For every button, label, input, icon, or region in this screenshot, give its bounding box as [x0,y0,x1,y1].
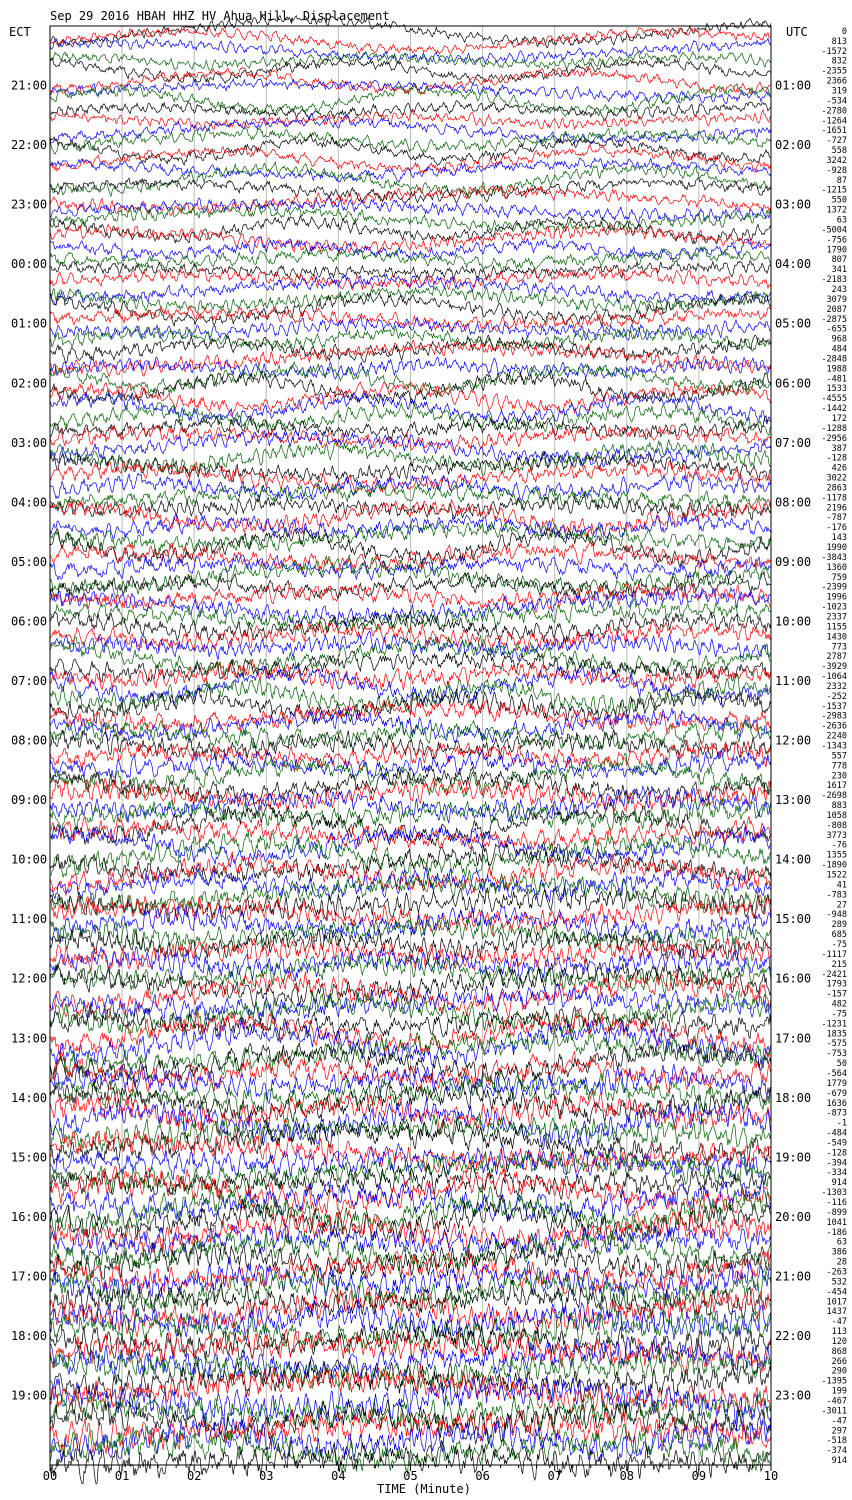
trace-offset-value: -128 [826,1148,847,1159]
trace-offset-value: -2848 [821,354,847,365]
trace-offset-value: 87 [836,175,847,186]
trace-offset-value: -2780 [821,106,847,117]
trace-offset-value: 0 [841,27,847,37]
x-tick-label: 10 [763,1469,779,1483]
trace-offset-value: 63 [836,1237,847,1248]
trace-offset-value: -549 [826,1138,847,1149]
trace-offset-value: 387 [831,443,847,454]
trace-offset-value: 289 [831,920,847,931]
trace-offset-value: 807 [831,255,847,266]
trace-offset-value: -1442 [821,404,847,415]
ect-hour-label: 04:00 [11,495,48,510]
ect-hour-label: 22:00 [11,138,48,153]
trace-offset-value: -808 [826,820,847,831]
trace-offset-value: -5004 [821,225,847,236]
trace-offset-value: -252 [826,691,847,702]
trace-offset-value: 113 [831,1327,847,1337]
trace-offset-value: -128 [826,453,847,464]
trace-offset-value: 290 [831,1366,847,1377]
trace-offset-value: 1017 [826,1297,847,1308]
utc-hour-label: 02:00 [775,138,812,153]
utc-hour-label: 04:00 [775,257,812,272]
trace-offset-value: 3242 [826,156,847,166]
ect-hour-label: 08:00 [11,733,48,748]
trace-offset-value: 484 [831,344,847,355]
trace-offset-value: -2983 [821,711,847,722]
trace-offset-value: 143 [831,533,847,544]
trace-offset-value: -1023 [821,602,847,613]
ect-hour-label: 10:00 [11,852,48,867]
trace-offset-value: -575 [826,1039,847,1050]
trace-offset-value: 1372 [826,205,847,216]
trace-offset-value: 1355 [826,850,847,861]
ect-hour-label: 21:00 [11,78,48,93]
utc-hour-label: 10:00 [775,614,812,629]
ect-hour-label: 06:00 [11,614,48,629]
trace-offset-labels [821,27,847,1466]
trace-offset-value: 685 [831,930,847,941]
x-tick-label: 05 [403,1469,418,1483]
trace-offset-value: 813 [831,36,847,47]
utc-hour-label: 14:00 [775,852,812,867]
trace-offset-value: 41 [836,880,847,891]
trace-offset-value: 3773 [826,830,847,841]
trace-offset-value: -564 [826,1069,847,1079]
trace-offset-value: 558 [831,146,847,157]
trace-offset-value: -679 [826,1088,847,1099]
trace-offset-value: 1155 [826,622,847,633]
trace-offset-value: -186 [826,1227,847,1238]
trace-offset-value: 266 [831,1356,847,1367]
x-tick-label: 01 [114,1469,130,1483]
trace-offset-value: 759 [831,572,847,583]
trace-offset-value: 28 [836,1257,847,1268]
trace-offset-value: 2366 [826,76,847,87]
utc-hour-label: 22:00 [775,1329,812,1343]
x-tick-label: 02 [186,1469,202,1483]
trace-offset-value: -534 [826,96,847,107]
ect-hour-label: 17:00 [11,1269,48,1284]
trace-offset-value: -484 [826,1128,847,1139]
x-tick-label: 03 [259,1469,274,1483]
trace-offset-value: 2240 [826,731,847,742]
ect-hour-label: 03:00 [11,435,48,450]
trace-offset-value: -727 [826,136,847,147]
trace-offset-value: 2332 [826,682,847,692]
right-hour-labels [775,79,811,1403]
trace-offset-value: 557 [831,751,847,762]
ect-hour-label: 11:00 [11,912,48,927]
trace-offset-value: 914 [831,1178,847,1189]
trace-offset-value: -75 [831,940,847,950]
utc-hour-label: 11:00 [775,674,812,688]
trace-offset-value: 215 [831,959,847,970]
trace-offset-value: 1779 [826,1078,847,1089]
trace-offset-value: -374 [826,1446,847,1457]
ect-hour-label: 02:00 [11,376,48,391]
trace-offset-value: 832 [831,56,847,67]
trace-offset-value: 120 [831,1336,847,1347]
x-tick-label: 06 [475,1469,490,1483]
trace-offset-value: -394 [826,1158,847,1169]
trace-offset-value: 426 [831,463,847,474]
trace-offset-value: 1360 [826,562,847,573]
trace-offset-value: -1 [836,1118,847,1129]
trace-offset-value: -1215 [821,185,847,196]
trace-offset-value: -1651 [821,126,847,137]
ect-hour-label: 09:00 [11,793,48,808]
trace-offset-value: -2698 [821,791,847,802]
x-tick-label: 04 [331,1469,346,1483]
left-axis-label: ECT [9,25,31,39]
trace-offset-value: -1117 [821,949,847,960]
trace-offset-value: -76 [831,840,847,851]
trace-offset-value: -3929 [821,662,847,673]
trace-offset-value: 914 [831,1456,847,1466]
trace-offset-value: -47 [831,1317,847,1328]
trace-offset-value: -787 [826,513,847,524]
right-axis-label: UTC [786,25,808,39]
utc-hour-label: 01:00 [775,78,812,93]
trace-offset-value: -783 [826,890,847,901]
trace-offset-value: -928 [826,165,847,176]
trace-offset-value: -2636 [821,721,847,732]
trace-offset-value: 1988 [826,364,847,375]
trace-offset-value: -454 [826,1287,847,1298]
trace-offset-value: -2956 [821,433,847,444]
trace-offset-value: -753 [826,1049,847,1060]
trace-offset-value: 1996 [826,592,847,603]
trace-offset-value: 1437 [826,1307,847,1318]
trace-offset-value: -467 [826,1396,847,1407]
trace-offset-value: -1890 [821,860,847,871]
utc-hour-label: 09:00 [775,554,812,569]
utc-hour-label: 13:00 [775,793,812,808]
trace-offset-value: 2863 [826,483,847,494]
trace-offset-value: -2875 [821,314,847,325]
utc-hour-label: 06:00 [775,376,812,391]
trace-offset-value: 3079 [826,294,847,305]
trace-offset-value: -3843 [821,552,847,563]
trace-offset-value: 386 [831,1247,847,1258]
trace-offset-value: -1343 [821,741,847,752]
utc-hour-label: 08:00 [775,495,812,510]
x-tick-label: 09 [691,1469,707,1483]
trace-offset-value: 1790 [826,245,847,256]
trace-offset-value: 1430 [826,632,847,643]
trace-offset-value: -2183 [821,275,847,286]
ect-hour-label: 13:00 [11,1031,48,1046]
trace-offset-value: 868 [831,1346,847,1357]
trace-offset-value: -1303 [821,1188,847,1199]
trace-offset-value: -655 [826,324,847,335]
trace-offset-value: -873 [826,1108,847,1119]
trace-offset-value: -4555 [821,394,847,405]
trace-offset-value: 1617 [826,781,847,792]
x-axis-label: TIME (Minute) [377,1482,471,1496]
utc-hour-label: 12:00 [775,733,812,748]
trace-offset-value: 482 [831,999,847,1010]
trace-offset-value: -1395 [821,1376,847,1387]
utc-hour-label: 07:00 [775,435,812,450]
trace-offset-value: 341 [831,265,847,276]
trace-offset-value: -948 [826,910,847,921]
trace-offset-value: -157 [826,989,847,1000]
trace-offset-value: 297 [831,1426,847,1437]
trace-offset-value: -1572 [821,46,847,57]
utc-hour-label: 23:00 [775,1388,812,1403]
trace-offset-value: -1064 [821,672,847,682]
utc-hour-label: 16:00 [775,971,812,986]
utc-hour-label: 17:00 [775,1031,812,1046]
trace-offset-value: -2355 [821,66,847,77]
trace-offset-value: 1793 [826,979,847,990]
trace-offset-value: -263 [826,1267,847,1278]
utc-hour-label: 05:00 [775,316,812,331]
trace-offset-value: 172 [831,414,847,424]
trace-offset-value: -756 [826,235,847,246]
trace-offset-value: 2087 [826,304,847,315]
trace-offset-value: 319 [831,86,847,97]
trace-offset-value: -2399 [821,582,847,593]
ect-hour-label: 14:00 [11,1090,48,1105]
ect-hour-label: 16:00 [11,1209,48,1224]
trace-offset-value: -1537 [821,701,847,712]
trace-offset-value: 1041 [826,1217,847,1228]
trace-offset-value: 2787 [826,652,847,663]
trace-offset-value: -47 [831,1416,847,1427]
ect-hour-label: 15:00 [11,1150,48,1165]
trace-offset-value: 1533 [826,384,847,395]
trace-offset-value: 3022 [826,473,847,484]
trace-offset-value: -1264 [821,116,847,127]
trace-offset-value: 2337 [826,612,847,623]
utc-hour-label: 18:00 [775,1090,812,1105]
trace-offset-value: 199 [831,1386,847,1397]
trace-offset-value: -899 [826,1207,847,1218]
x-tick-label: 00 [42,1469,58,1483]
utc-hour-label: 03:00 [775,197,812,212]
trace-offset-value: -3011 [821,1406,847,1417]
utc-hour-label: 20:00 [775,1209,812,1224]
trace-offset-value: -116 [826,1198,847,1208]
utc-hour-label: 19:00 [775,1150,812,1165]
trace-offset-value: -1231 [821,1019,847,1030]
utc-hour-label: 21:00 [775,1269,812,1284]
trace-offset-value: 1835 [826,1029,847,1040]
trace-offset-value: 1058 [826,811,847,821]
trace-offset-value: 1522 [826,870,847,881]
ect-hour-label: 01:00 [11,316,48,331]
trace-offset-value: 27 [836,900,847,911]
left-hour-labels [11,79,47,1403]
trace-offset-value: 883 [831,801,847,811]
ect-hour-label: 00:00 [11,257,48,272]
trace-offset-value: 550 [831,195,847,206]
trace-offset-value: 773 [831,642,847,653]
trace-offset-value: -518 [826,1436,847,1447]
trace-offset-value: 778 [831,761,847,772]
x-axis [43,1465,778,1483]
trace-offset-value: 243 [831,285,847,295]
trace-offset-value: 50 [836,1059,847,1070]
ect-hour-label: 18:00 [11,1329,48,1343]
trace-offset-value: -1288 [821,423,847,434]
ect-hour-label: 23:00 [11,197,48,212]
ect-hour-label: 05:00 [11,554,48,569]
trace-offset-value: -334 [826,1168,847,1179]
trace-offset-value: -1178 [821,493,847,504]
trace-offset-value: 1990 [826,543,847,553]
trace-offset-value: -75 [831,1009,847,1020]
trace-offset-value: 230 [831,771,847,782]
trace-offset-value: -2421 [821,969,847,980]
ect-hour-label: 12:00 [11,971,48,986]
trace-offset-value: -481 [826,374,847,385]
x-tick-label: 07 [547,1469,562,1483]
utc-hour-label: 15:00 [775,912,812,927]
trace-offset-value: 2196 [826,503,847,514]
trace-offset-value: 532 [831,1277,847,1288]
trace-offset-value: 968 [831,334,847,345]
trace-offset-value: 63 [836,215,847,226]
ect-hour-label: 07:00 [11,674,48,688]
x-tick-label: 08 [619,1469,635,1483]
chart-title: Sep 29 2016 HBAH HHZ HV Ahua Hill, Displacement [50,9,390,23]
ect-hour-label: 19:00 [11,1388,48,1403]
trace-offset-value: 1636 [826,1098,847,1109]
trace-offset-value: -176 [826,523,847,534]
